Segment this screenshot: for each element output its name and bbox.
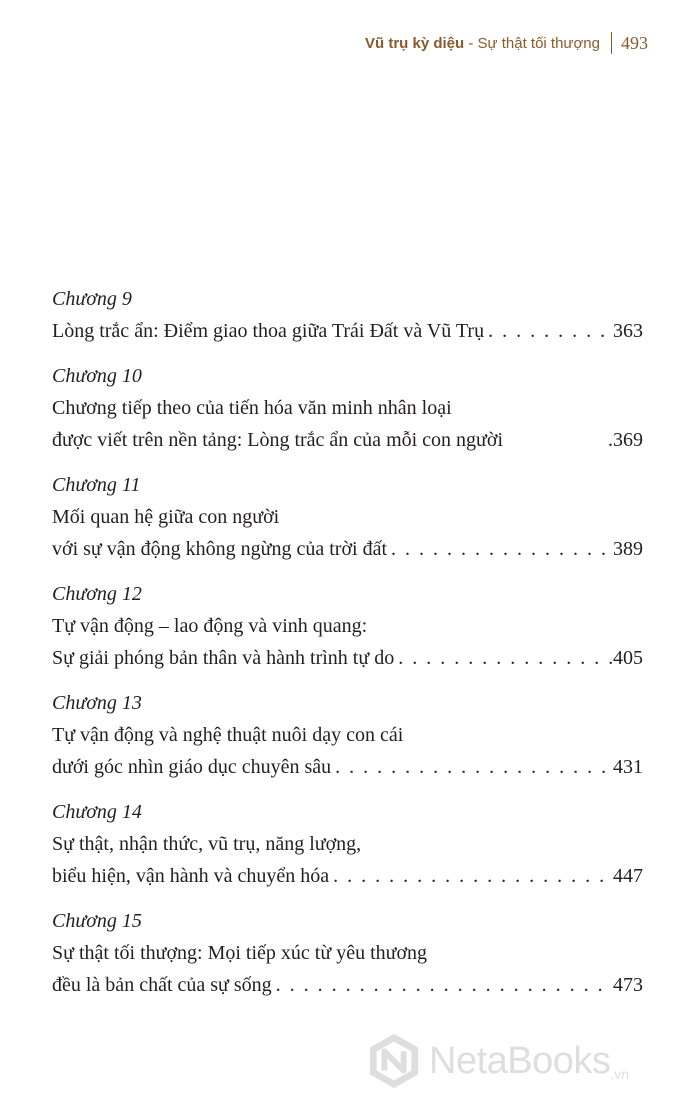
chapter-title-row [52, 860, 643, 892]
running-header [365, 32, 648, 54]
chapter-label: Chương 15 [52, 910, 142, 932]
chapter-title-row [52, 315, 643, 347]
chapter-title-line: Sự giải phóng bản thân và hành trình tự do [52, 647, 395, 669]
dot-leader [272, 969, 613, 1001]
chapter-title-line: đều là bản chất của sự sống [52, 974, 272, 996]
netabooks-logo-icon [365, 1032, 423, 1090]
chapter-title-line: biểu hiện, vận hành và chuyển hóa [52, 865, 330, 887]
chapter-label: Chương 12 [52, 583, 142, 605]
chapter-title-line: với sự vận động không ngừng của trời đất [52, 538, 388, 560]
dot-leader [329, 860, 613, 892]
chapter-title-line: Mối quan hệ giữa con người [52, 506, 280, 528]
toc-entry [52, 905, 643, 1001]
chapter-title-line: dưới góc nhìn giáo dục chuyên sâu [52, 756, 332, 778]
watermark [365, 1032, 629, 1090]
toc-entry [52, 687, 643, 783]
chapter-title-row [52, 969, 643, 1001]
chapter-title-line: Tự vận động và nghệ thuật nuôi dạy con cái [52, 724, 404, 746]
chapter-page-number: 447 [613, 865, 643, 887]
toc-entry [52, 283, 643, 347]
chapter-page-number: 431 [613, 756, 643, 778]
chapter-page-number: 363 [613, 320, 643, 342]
toc-entry [52, 360, 643, 456]
chapter-title-line: được viết trên nền tảng: Lòng trắc ẩn của mỗi con người [52, 429, 504, 451]
toc-entry [52, 469, 643, 565]
dot-leader [387, 533, 613, 565]
chapter-page-number: 473 [613, 974, 643, 996]
chapter-title-row [52, 533, 643, 565]
chapter-page-number: 389 [613, 538, 643, 560]
chapter-title-row [52, 424, 643, 456]
page-number: 493 [621, 32, 648, 53]
chapter-title-line: Lòng trắc ẩn: Điểm giao thoa giữa Trái Đất và Vũ Trụ [52, 320, 485, 342]
chapter-title-line: Chương tiếp theo của tiến hóa văn minh nhân loại [52, 397, 452, 419]
chapter-title-line: Sự thật, nhận thức, vũ trụ, năng lượng, [52, 833, 362, 855]
toc-entry [52, 578, 643, 674]
toc-entry [52, 796, 643, 892]
chapter-title-line: Tự vận động – lao động và vinh quang: [52, 615, 368, 637]
chapter-title-row [52, 642, 643, 674]
chapter-label: Chương 13 [52, 692, 142, 714]
book-subtitle: - Sự thật tối thượng [464, 34, 600, 52]
header-divider [611, 32, 612, 54]
chapter-label: Chương 11 [52, 474, 141, 496]
table-of-contents [52, 283, 643, 1014]
watermark-text: NetaBooks [429, 1039, 611, 1082]
dot-leader [484, 315, 613, 347]
chapter-page-number: .369 [608, 429, 643, 451]
book-title: Vũ trụ kỳ diệu [364, 34, 465, 52]
chapter-label: Chương 14 [52, 801, 142, 823]
watermark-suffix: .vn [610, 1066, 630, 1082]
dot-leader [331, 751, 613, 783]
chapter-title-row [52, 751, 643, 783]
chapter-title-line: Sự thật tối thượng: Mọi tiếp xúc từ yêu thương [52, 942, 428, 964]
chapter-label: Chương 9 [52, 288, 132, 310]
chapter-page-number: 405 [613, 647, 643, 669]
dot-leader [394, 642, 613, 674]
chapter-label: Chương 10 [52, 365, 142, 387]
